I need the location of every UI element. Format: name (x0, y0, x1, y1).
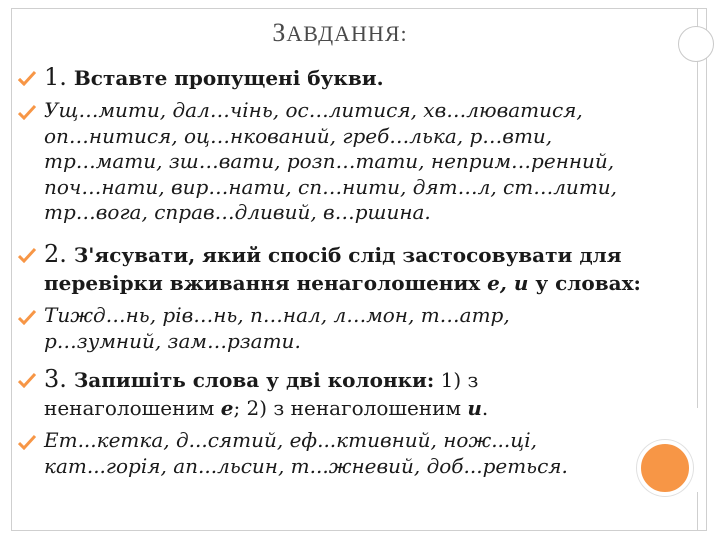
checkmark-bullet-icon (18, 247, 36, 263)
right-divider (697, 8, 698, 408)
checkmark-bullet-icon (18, 372, 36, 388)
task1-line: оп…нитися, оц…нкований, греб…лька, р…вти, (44, 123, 553, 148)
right-divider-bottom (697, 492, 698, 531)
checkmark-bullet-icon (18, 309, 36, 325)
task1-line: поч…нати, вир…нати, сп…нити, дят…л, ст…лити, (44, 174, 618, 199)
task1-heading: 1. Вставте пропущені букви. (44, 62, 674, 93)
checkmark-bullet-icon (18, 70, 36, 86)
task3-heading: 3. Запишіть слова у дві колонки: 1) з ненаголошеним е; 2) з ненаголошеним и. (44, 364, 674, 423)
task1-line: тр…мати, зш…вати, розп…тати, неприм…ренний, (44, 149, 615, 173)
task2-words (44, 303, 674, 354)
task1-line: Ущ…мити, дал…чінь, ос…литися, хв…люватися, (44, 98, 583, 122)
task1-words (44, 98, 674, 226)
task3-line: кат...горія, ап...льсин, т...жневий, доб...реться. (44, 453, 568, 478)
task2-heading: 2. З'ясувати, який спосіб слід застосовувати для перевірки вживання ненаголошених е, и у словах: (44, 239, 674, 298)
checkmark-bullet-icon (18, 434, 36, 450)
page-title: ЗАВДАННЯ: (272, 18, 408, 47)
checkmark-bullet-icon (18, 104, 36, 120)
decorative-circle (678, 26, 714, 62)
task2-line: р…зумний, зам…рзати. (44, 328, 301, 353)
task2-line: Тижд…нь, рів…нь, п…нал, л…мон, т…атр, (44, 303, 510, 327)
task1-line: тр…вога, справ…дливий, в…ршина. (44, 200, 431, 224)
task3-words (44, 428, 674, 479)
task3-line: Ет...кетка, д...сятий, еф...ктивний, нож...ці, (44, 428, 537, 452)
